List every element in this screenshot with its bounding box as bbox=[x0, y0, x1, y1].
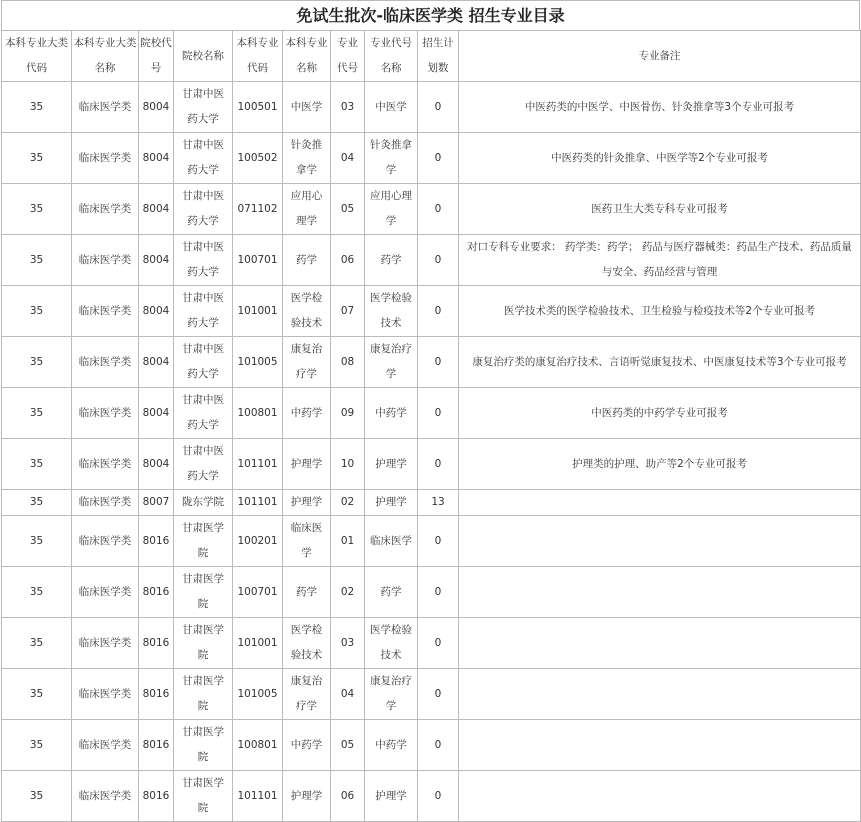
cell-quota: 13 bbox=[418, 490, 459, 516]
cell-major-code: 101001 bbox=[233, 286, 283, 337]
header-program-name: 专业代号名称 bbox=[365, 31, 418, 82]
cell-school-code: 8004 bbox=[139, 337, 174, 388]
cell-quota: 0 bbox=[418, 184, 459, 235]
cell-quota: 0 bbox=[418, 388, 459, 439]
cell-major-code: 101005 bbox=[233, 337, 283, 388]
cell-program-code: 03 bbox=[331, 82, 365, 133]
cell-program-name: 护理学 bbox=[365, 439, 418, 490]
cell-school-code: 8007 bbox=[139, 490, 174, 516]
cell-major-name: 康复治疗学 bbox=[283, 669, 331, 720]
cell-school-code: 8004 bbox=[139, 388, 174, 439]
cell-school-code: 8004 bbox=[139, 439, 174, 490]
cell-remark bbox=[459, 567, 861, 618]
header-school-code: 院校代号 bbox=[139, 31, 174, 82]
cell-school-name: 甘肃医学院 bbox=[174, 771, 233, 822]
cell-quota: 0 bbox=[418, 771, 459, 822]
cell-major-name: 临床医学 bbox=[283, 516, 331, 567]
cell-school-name: 甘肃中医药大学 bbox=[174, 133, 233, 184]
cell-category-name: 临床医学类 bbox=[72, 133, 139, 184]
cell-quota: 0 bbox=[418, 82, 459, 133]
table-row bbox=[2, 337, 861, 388]
cell-remark bbox=[459, 771, 861, 822]
cell-remark bbox=[459, 720, 861, 771]
cell-major-name: 护理学 bbox=[283, 439, 331, 490]
cell-major-name: 应用心理学 bbox=[283, 184, 331, 235]
table-row bbox=[2, 184, 861, 235]
cell-program-code: 08 bbox=[331, 337, 365, 388]
cell-remark bbox=[459, 669, 861, 720]
cell-category-name: 临床医学类 bbox=[72, 235, 139, 286]
cell-school-code: 8004 bbox=[139, 235, 174, 286]
cell-major-code: 100201 bbox=[233, 516, 283, 567]
cell-major-name: 药学 bbox=[283, 235, 331, 286]
table-row bbox=[2, 567, 861, 618]
cell-major-name: 药学 bbox=[283, 567, 331, 618]
cell-program-name: 临床医学 bbox=[365, 516, 418, 567]
cell-program-code: 02 bbox=[331, 567, 365, 618]
cell-major-code: 101101 bbox=[233, 439, 283, 490]
cell-major-code: 100701 bbox=[233, 567, 283, 618]
cell-category-code: 35 bbox=[2, 235, 72, 286]
cell-quota: 0 bbox=[418, 567, 459, 618]
cell-major-code: 101101 bbox=[233, 490, 283, 516]
header-category-name: 本科专业大类名称 bbox=[72, 31, 139, 82]
cell-school-name: 甘肃中医药大学 bbox=[174, 286, 233, 337]
cell-category-name: 临床医学类 bbox=[72, 771, 139, 822]
cell-school-name: 甘肃中医药大学 bbox=[174, 184, 233, 235]
table-row bbox=[2, 388, 861, 439]
cell-school-code: 8004 bbox=[139, 286, 174, 337]
cell-remark bbox=[459, 618, 861, 669]
cell-program-code: 07 bbox=[331, 286, 365, 337]
cell-major-code: 100801 bbox=[233, 720, 283, 771]
cell-school-name: 甘肃医学院 bbox=[174, 669, 233, 720]
cell-remark: 对口专科专业要求： 药学类：药学； 药品与医疗器械类：药品生产技术、药品质量与安全、药品经营与管理 bbox=[459, 235, 861, 286]
cell-program-name: 中药学 bbox=[365, 720, 418, 771]
cell-category-code: 35 bbox=[2, 388, 72, 439]
cell-school-code: 8004 bbox=[139, 133, 174, 184]
cell-remark: 康复治疗类的康复治疗技术、言语听觉康复技术、中医康复技术等3个专业可报考 bbox=[459, 337, 861, 388]
cell-category-name: 临床医学类 bbox=[72, 490, 139, 516]
cell-school-name: 甘肃医学院 bbox=[174, 567, 233, 618]
cell-major-name: 医学检验技术 bbox=[283, 286, 331, 337]
cell-program-code: 06 bbox=[331, 771, 365, 822]
enrollment-table bbox=[1, 30, 861, 822]
cell-school-code: 8016 bbox=[139, 669, 174, 720]
cell-school-code: 8004 bbox=[139, 82, 174, 133]
header-remark: 专业备注 bbox=[459, 31, 861, 82]
cell-quota: 0 bbox=[418, 618, 459, 669]
cell-school-name: 陇东学院 bbox=[174, 490, 233, 516]
cell-major-name: 医学检验技术 bbox=[283, 618, 331, 669]
cell-quota: 0 bbox=[418, 133, 459, 184]
cell-program-code: 03 bbox=[331, 618, 365, 669]
cell-category-name: 临床医学类 bbox=[72, 720, 139, 771]
cell-category-code: 35 bbox=[2, 771, 72, 822]
cell-major-code: 100801 bbox=[233, 388, 283, 439]
cell-category-name: 临床医学类 bbox=[72, 184, 139, 235]
cell-program-name: 药学 bbox=[365, 567, 418, 618]
cell-remark bbox=[459, 490, 861, 516]
table-row bbox=[2, 771, 861, 822]
cell-category-name: 临床医学类 bbox=[72, 82, 139, 133]
cell-category-name: 临床医学类 bbox=[72, 567, 139, 618]
cell-program-code: 02 bbox=[331, 490, 365, 516]
cell-program-code: 05 bbox=[331, 184, 365, 235]
header-category-code: 本科专业大类代码 bbox=[2, 31, 72, 82]
cell-program-name: 针灸推拿学 bbox=[365, 133, 418, 184]
cell-major-name: 护理学 bbox=[283, 771, 331, 822]
cell-category-code: 35 bbox=[2, 133, 72, 184]
cell-school-code: 8016 bbox=[139, 771, 174, 822]
cell-category-code: 35 bbox=[2, 567, 72, 618]
cell-category-code: 35 bbox=[2, 669, 72, 720]
cell-major-code: 100501 bbox=[233, 82, 283, 133]
table-row bbox=[2, 490, 861, 516]
cell-school-name: 甘肃中医药大学 bbox=[174, 439, 233, 490]
cell-major-code: 101001 bbox=[233, 618, 283, 669]
cell-category-name: 临床医学类 bbox=[72, 516, 139, 567]
cell-school-code: 8016 bbox=[139, 618, 174, 669]
cell-major-name: 中医学 bbox=[283, 82, 331, 133]
cell-remark: 医学技术类的医学检验技术、卫生检验与检疫技术等2个专业可报考 bbox=[459, 286, 861, 337]
cell-major-name: 中药学 bbox=[283, 720, 331, 771]
cell-program-name: 康复治疗学 bbox=[365, 669, 418, 720]
cell-quota: 0 bbox=[418, 286, 459, 337]
cell-category-code: 35 bbox=[2, 337, 72, 388]
cell-program-code: 06 bbox=[331, 235, 365, 286]
cell-category-code: 35 bbox=[2, 720, 72, 771]
table-row bbox=[2, 82, 861, 133]
cell-remark: 中医药类的中医学、中医骨伤、针灸推拿等3个专业可报考 bbox=[459, 82, 861, 133]
cell-category-code: 35 bbox=[2, 184, 72, 235]
cell-quota: 0 bbox=[418, 439, 459, 490]
cell-category-name: 临床医学类 bbox=[72, 388, 139, 439]
cell-program-code: 09 bbox=[331, 388, 365, 439]
header-school-name: 院校名称 bbox=[174, 31, 233, 82]
table-row bbox=[2, 133, 861, 184]
header-quota: 招生计划数 bbox=[418, 31, 459, 82]
cell-category-name: 临床医学类 bbox=[72, 618, 139, 669]
cell-remark: 中医药类的中药学专业可报考 bbox=[459, 388, 861, 439]
cell-quota: 0 bbox=[418, 720, 459, 771]
cell-program-name: 医学检验技术 bbox=[365, 618, 418, 669]
cell-school-code: 8016 bbox=[139, 516, 174, 567]
header-major-name: 本科专业名称 bbox=[283, 31, 331, 82]
cell-major-code: 101101 bbox=[233, 771, 283, 822]
page-title: 免试生批次-临床医学类 招生专业目录 bbox=[1, 0, 860, 30]
cell-category-code: 35 bbox=[2, 82, 72, 133]
cell-program-name: 医学检验技术 bbox=[365, 286, 418, 337]
cell-major-name: 中药学 bbox=[283, 388, 331, 439]
cell-category-name: 临床医学类 bbox=[72, 286, 139, 337]
cell-program-name: 药学 bbox=[365, 235, 418, 286]
table-header-row bbox=[2, 31, 861, 82]
cell-school-code: 8016 bbox=[139, 720, 174, 771]
cell-category-code: 35 bbox=[2, 490, 72, 516]
header-program-code: 专业代号 bbox=[331, 31, 365, 82]
cell-remark: 护理类的护理、助产等2个专业可报考 bbox=[459, 439, 861, 490]
cell-remark bbox=[459, 516, 861, 567]
cell-category-code: 35 bbox=[2, 618, 72, 669]
cell-major-name: 康复治疗学 bbox=[283, 337, 331, 388]
cell-major-code: 101005 bbox=[233, 669, 283, 720]
table-row bbox=[2, 439, 861, 490]
cell-school-name: 甘肃医学院 bbox=[174, 720, 233, 771]
cell-major-code: 071102 bbox=[233, 184, 283, 235]
cell-school-name: 甘肃医学院 bbox=[174, 516, 233, 567]
cell-major-code: 100502 bbox=[233, 133, 283, 184]
table-row bbox=[2, 286, 861, 337]
cell-category-name: 临床医学类 bbox=[72, 669, 139, 720]
cell-school-code: 8004 bbox=[139, 184, 174, 235]
table-row bbox=[2, 720, 861, 771]
cell-program-code: 04 bbox=[331, 133, 365, 184]
cell-program-code: 01 bbox=[331, 516, 365, 567]
cell-school-name: 甘肃中医药大学 bbox=[174, 235, 233, 286]
cell-program-code: 04 bbox=[331, 669, 365, 720]
cell-remark: 中医药类的针灸推拿、中医学等2个专业可报考 bbox=[459, 133, 861, 184]
cell-school-code: 8016 bbox=[139, 567, 174, 618]
cell-category-name: 临床医学类 bbox=[72, 439, 139, 490]
cell-program-name: 康复治疗学 bbox=[365, 337, 418, 388]
cell-category-code: 35 bbox=[2, 439, 72, 490]
cell-school-name: 甘肃中医药大学 bbox=[174, 388, 233, 439]
cell-program-name: 护理学 bbox=[365, 771, 418, 822]
header-major-code: 本科专业代码 bbox=[233, 31, 283, 82]
table-body bbox=[2, 82, 861, 822]
cell-quota: 0 bbox=[418, 516, 459, 567]
cell-remark: 医药卫生大类专科专业可报考 bbox=[459, 184, 861, 235]
table-row bbox=[2, 516, 861, 567]
table-row bbox=[2, 235, 861, 286]
cell-category-name: 临床医学类 bbox=[72, 337, 139, 388]
cell-program-name: 护理学 bbox=[365, 490, 418, 516]
cell-category-code: 35 bbox=[2, 516, 72, 567]
cell-major-name: 针灸推拿学 bbox=[283, 133, 331, 184]
cell-school-name: 甘肃中医药大学 bbox=[174, 82, 233, 133]
cell-program-name: 应用心理学 bbox=[365, 184, 418, 235]
cell-quota: 0 bbox=[418, 235, 459, 286]
cell-category-code: 35 bbox=[2, 286, 72, 337]
cell-major-code: 100701 bbox=[233, 235, 283, 286]
cell-program-code: 05 bbox=[331, 720, 365, 771]
cell-school-name: 甘肃医学院 bbox=[174, 618, 233, 669]
cell-quota: 0 bbox=[418, 337, 459, 388]
cell-school-name: 甘肃中医药大学 bbox=[174, 337, 233, 388]
table-row bbox=[2, 618, 861, 669]
cell-quota: 0 bbox=[418, 669, 459, 720]
cell-program-name: 中药学 bbox=[365, 388, 418, 439]
cell-program-name: 中医学 bbox=[365, 82, 418, 133]
table-row bbox=[2, 669, 861, 720]
cell-major-name: 护理学 bbox=[283, 490, 331, 516]
cell-program-code: 10 bbox=[331, 439, 365, 490]
